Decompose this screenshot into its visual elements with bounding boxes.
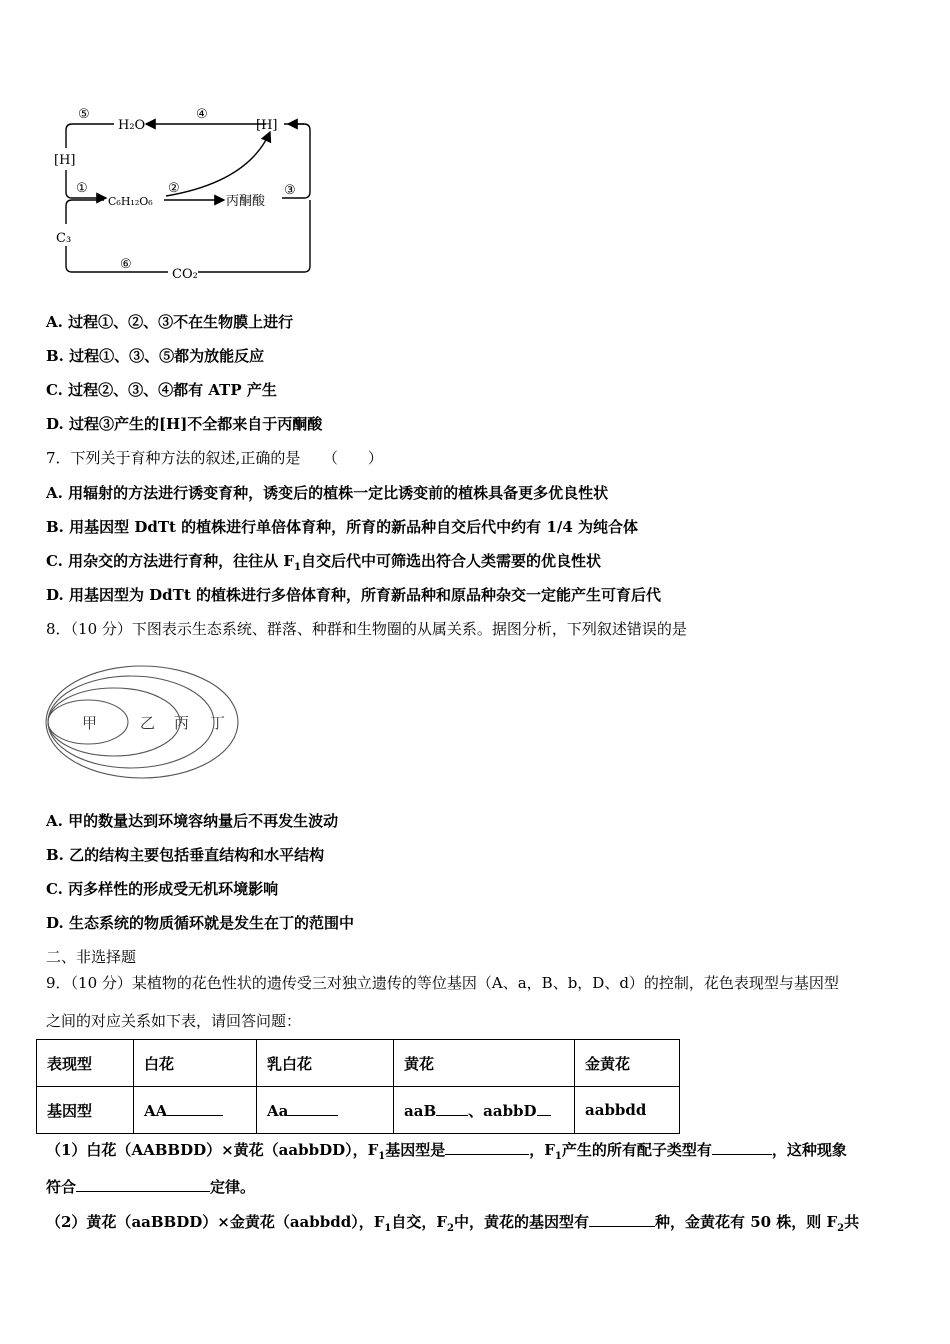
table-cell: 金黄花: [575, 1040, 680, 1087]
label-co2: CO₂: [172, 267, 198, 282]
phenotype-genotype-table: [36, 1039, 680, 1134]
q9-part1-line2: 符合 定律。: [46, 1178, 256, 1196]
label-h2o: H₂O: [118, 118, 146, 133]
table-cell: aabbdd: [575, 1087, 680, 1134]
table-cell: aaB 、aabbD: [394, 1087, 575, 1134]
table-row: [37, 1040, 680, 1087]
q6-option-c: C. 过程②、③、④都有 ATP 产生: [46, 381, 277, 399]
q8-option-b: B. 乙的结构主要包括垂直结构和水平结构: [46, 846, 325, 864]
q9-part1-line1: （1）白花（AABBDD）×黄花（aabbDD），$F_1$基因型是 ，$F_1$产生的所有配子类型有 ，这种现象: [46, 1141, 847, 1162]
q9-stem-line2: 之间的对应关系如下表，请回答问题：: [46, 1012, 302, 1030]
q7-option-b: B. 用基因型 DdTt 的植株进行单倍体育种，所育的新品种自交后代中约有 1/4 为纯合体: [46, 518, 638, 536]
label-ding: 丁: [210, 714, 226, 732]
label-n1: ①: [76, 181, 88, 196]
q6-option-a: A. 过程①、②、③不在生物膜上进行: [46, 313, 294, 331]
q9-part2-line1: （2）黄花（aaBBDD）×金黄花（aabbdd），$F_1$自交，$F_2$中，黄花的基因型有 种，金黄花有 50 株，则 $F_2$共: [46, 1213, 860, 1234]
table-row: [37, 1087, 680, 1134]
label-yi: 乙: [140, 714, 156, 732]
q8-stem: 8．（10 分）下图表示生态系统、群落、种群和生物圈的从属关系。据图分析，下列叙述错误的是: [46, 620, 687, 638]
label-bing: 丙: [174, 714, 190, 732]
ellipse-yi: [48, 688, 180, 756]
q7-option-a: A. 用辐射的方法进行诱变育种，诱变后的植株一定比诱变前的植株具备更多优良性状: [46, 484, 609, 502]
q8-option-a: A. 甲的数量达到环境容纳量后不再发生波动: [46, 812, 339, 830]
table-cell: 白花: [134, 1040, 257, 1087]
table-cell: 表现型: [37, 1040, 134, 1087]
q7-option-d: D. 用基因型为 DdTt 的植株进行多倍体育种，所育新品种和原品种杂交一定能产生可育后代: [46, 586, 661, 604]
q7-option-c: C. 用杂交的方法进行育种，往往从 $F_1$自交后代中可筛选出符合人类需要的优良性状: [46, 552, 601, 573]
label-n4: ④: [196, 107, 208, 122]
q9-stem-line1: 9．（10 分）某植物的花色性状的遗传受三对独立遗传的等位基因（A、a，B、b，D、d）的控制，花色表现型与基因型: [46, 974, 839, 992]
q8-option-d: D. 生态系统的物质循环就是发生在丁的范围中: [46, 914, 354, 932]
q6-option-d: D. 过程③产生的[H]不全都来自于丙酮酸: [46, 415, 323, 433]
table-cell: 基因型: [37, 1087, 134, 1134]
q6-option-b: B. 过程①、③、⑤都为放能反应: [46, 347, 265, 365]
label-jia: 甲: [82, 714, 98, 732]
label-n6: ⑥: [120, 257, 132, 272]
label-pyruvate: 丙酮酸: [226, 194, 266, 209]
label-n3: ③: [284, 183, 296, 198]
table-cell: AA: [134, 1087, 257, 1134]
nested-ellipses-diagram: [44, 664, 244, 786]
label-c3: C₃: [56, 231, 72, 246]
label-h-right: [H]: [256, 118, 278, 133]
table-cell: 乳白花: [257, 1040, 394, 1087]
ellipse-bing: [48, 676, 214, 768]
label-n2: ②: [168, 181, 180, 196]
label-h-left: [H]: [54, 153, 76, 168]
label-n5: ⑤: [78, 107, 90, 122]
table-cell: Aa: [257, 1087, 394, 1134]
section-heading: 二、非选择题: [46, 948, 137, 966]
label-glucose: C₆H₁₂O₆: [108, 195, 153, 208]
q7-stem: 7．下列关于育种方法的叙述,正确的是 （ ）: [46, 449, 383, 467]
q8-option-c: C. 丙多样性的形成受无机环境影响: [46, 880, 279, 898]
metabolism-cycle-diagram: [48, 96, 323, 292]
table-cell: 黄花: [394, 1040, 575, 1087]
